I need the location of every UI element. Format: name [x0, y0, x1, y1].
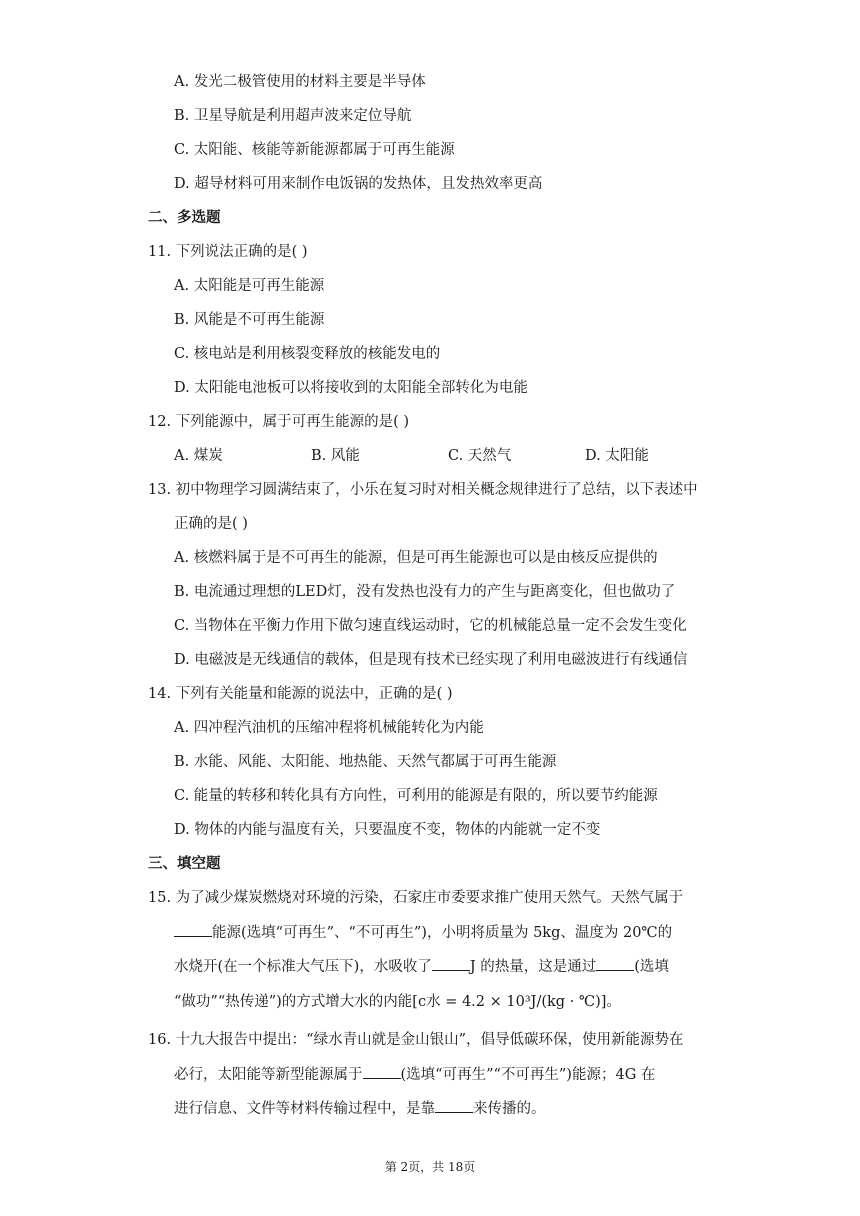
q16-line3-text-b: 来传播的。	[473, 1101, 546, 1117]
q10-option-a: A. 发光二极管使用的材料主要是半导体	[174, 74, 426, 90]
q16-line3-text-a: 进行信息、文件等材料传输过程中，是靠	[174, 1101, 435, 1117]
page-footer: 第 2页，共 18页	[384, 1160, 476, 1174]
q11-option-b: B. 风能是不可再生能源	[174, 312, 325, 328]
answer-blank[interactable]	[363, 1064, 401, 1079]
q15-line3-text-b: J 的热量，这是通过	[469, 959, 597, 975]
q12-option-a: A. 煤炭	[174, 448, 223, 464]
q11-stem: 11. 下列说法正确的是( )	[148, 244, 308, 260]
q12-stem: 12. 下列能源中，属于可再生能源的是( )	[148, 414, 410, 430]
q14-option-d: D. 物体的内能与温度有关，只要温度不变，物体的内能就一定不变	[174, 822, 601, 838]
q10-option-b: B. 卫星导航是利用超声波来定位导航	[174, 108, 412, 124]
q13-option-a: A. 核燃料属于是不可再生的能源，但是可再生能源也可以是由核反应提供的	[174, 550, 658, 566]
q15-line2-text: 能源(选填“可再生”、“不可再生”)，小明将质量为 5kg、温度为 20℃的	[212, 925, 673, 941]
q11-option-a: A. 太阳能是可再生能源	[174, 278, 325, 294]
q13-option-b: B. 电流通过理想的LED灯，没有发热也没有力的产生与距离变化，但也做功了	[174, 584, 676, 600]
q16-line1: 16. 十九大报告中提出：“绿水青山就是金山银山”，倡导低碳环保，使用新能源势在	[148, 1032, 684, 1048]
q13-option-c: C. 当物体在平衡力作用下做匀速直线运动时，它的机械能总量一定不会发生变化	[174, 618, 687, 634]
q16-line2-text-b: (选填“可再生”“不可再生”)能源；4G 在	[400, 1067, 656, 1083]
q14-option-c: C. 能量的转移和转化具有方向性，可利用的能源是有限的，所以要节约能源	[174, 788, 658, 804]
q14-stem: 14. 下列有关能量和能源的说法中，正确的是( )	[148, 686, 453, 702]
answer-blank[interactable]	[596, 956, 634, 971]
q15-line4: “做功”“热传递”)的方式增大水的内能[c水 = 4.2 × 10³J/(kg · ℃)]。	[174, 994, 621, 1010]
q14-option-b: B. 水能、风能、太阳能、地热能、天然气都属于可再生能源	[174, 754, 557, 770]
q12-option-b: B. 风能	[311, 448, 360, 464]
q13-option-d: D. 电磁波是无线通信的载体，但是现有技术已经实现了利用电磁波进行有线通信	[174, 652, 688, 668]
q15-line2	[174, 922, 672, 943]
q14-option-a: A. 四冲程汽油机的压缩冲程将机械能转化为内能	[174, 720, 484, 736]
answer-blank[interactable]	[174, 922, 212, 937]
q10-option-c: C. 太阳能、核能等新能源都属于可再生能源	[174, 142, 455, 158]
q11-option-d: D. 太阳能电池板可以将接收到的太阳能全部转化为电能	[174, 380, 528, 396]
answer-blank[interactable]	[432, 956, 470, 971]
section-heading-fill-in: 三、填空题	[148, 856, 221, 872]
q15-line1: 15. 为了减少煤炭燃烧对环境的污染，石家庄市委要求推广使用天然气。天然气属于	[148, 890, 684, 906]
q11-option-c: C. 核电站是利用核裂变释放的核能发电的	[174, 346, 441, 362]
q12-options-row	[0, 446, 860, 466]
q10-option-d: D. 超导材料可用来制作电饭锅的发热体，且发热效率更高	[174, 176, 543, 192]
answer-blank[interactable]	[435, 1098, 473, 1113]
q15-line3-text-c: (选填	[634, 959, 669, 975]
q12-option-d: D. 太阳能	[585, 448, 649, 464]
q13-stem-line2: 正确的是( )	[174, 516, 248, 532]
q13-stem-line1: 13. 初中物理学习圆满结束了，小乐在复习时对相关概念规律进行了总结，以下表述中	[148, 482, 698, 498]
q15-line3	[174, 956, 669, 977]
section-heading-multiple-choice: 二、多选题	[148, 210, 221, 226]
q16-line2	[174, 1064, 655, 1085]
q12-option-c: C. 天然气	[448, 448, 512, 464]
q16-line3	[174, 1098, 546, 1119]
q15-line3-text-a: 水烧开(在一个标准大气压下)，水吸收了	[174, 959, 432, 975]
q16-line2-text-a: 必行，太阳能等新型能源属于	[174, 1067, 363, 1083]
